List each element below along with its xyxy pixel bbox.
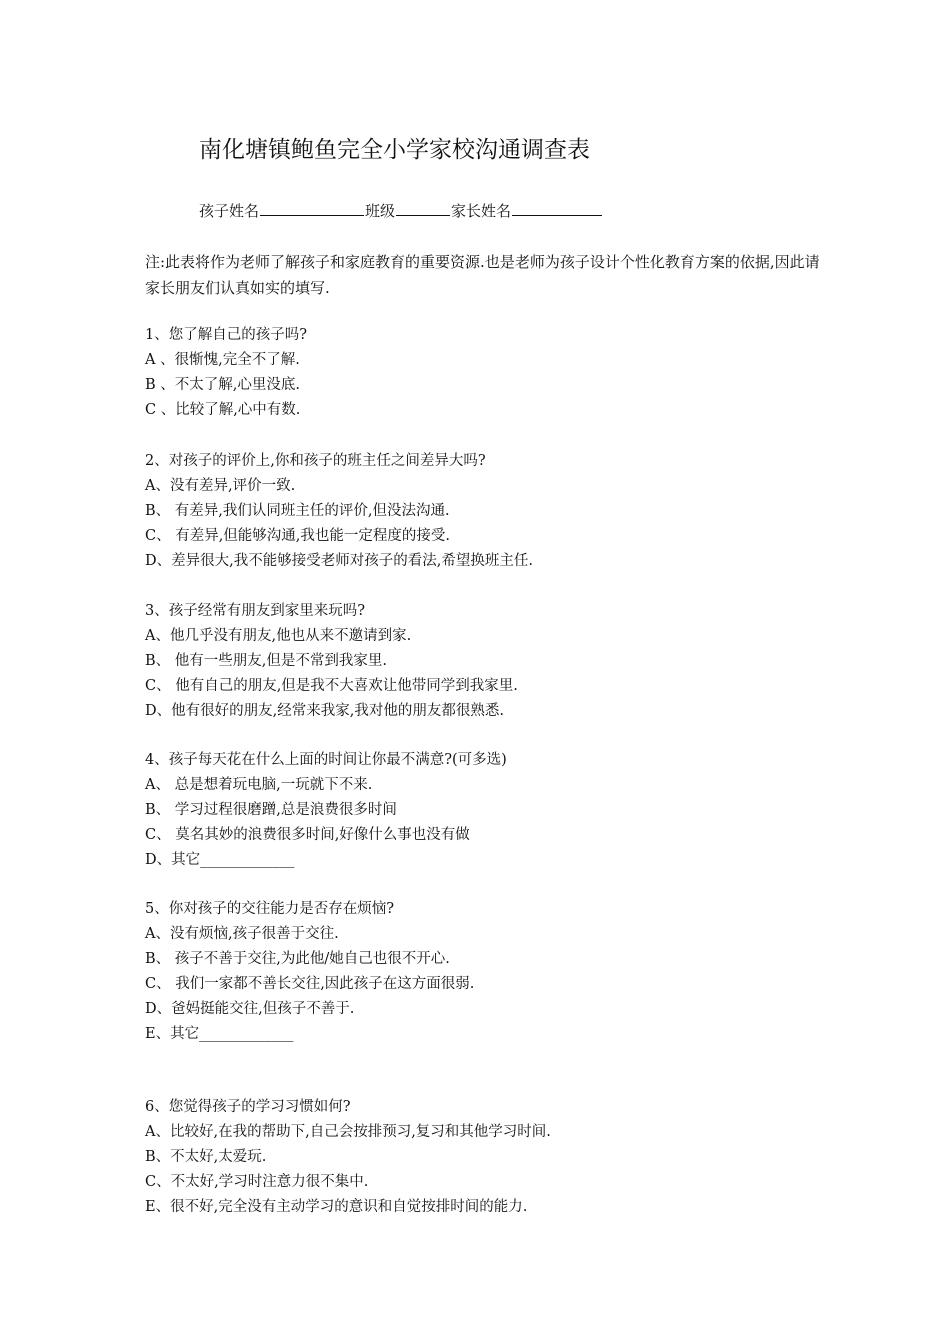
class-blank[interactable] <box>396 200 450 216</box>
option-line: E、很不好,完全没有主动学习的意识和自觉按排时间的能力. <box>145 1199 528 1215</box>
option-line: B、 学习过程很磨蹭,总是浪费很多时间 <box>145 802 397 818</box>
question-block-4 <box>145 748 825 873</box>
parent-name-label: 家长姓名 <box>451 202 512 220</box>
question-block-2 <box>145 449 825 574</box>
option-line: C、不太好,学习时注意力很不集中. <box>145 1174 369 1190</box>
option-line: A、没有烦恼,孩子很善于交往. <box>145 926 339 942</box>
option-line: A 、很惭愧,完全不了解. <box>145 352 300 368</box>
question-text: 1、您了解自己的孩子吗? <box>145 327 307 343</box>
info-line <box>199 200 603 222</box>
note-paragraph: 注:此表将作为老师了解孩子和家庭教育的重要资源.也是老师为孩子设计个性化教育方案的依据,因此请家长朋友们认真如实的填写. <box>145 253 820 297</box>
question-text: 4、孩子每天花在什么上面的时间让你最不满意?(可多选) <box>145 752 507 768</box>
option-line: C、 有差异,但能够沟通,我也能一定程度的接受. <box>145 528 451 544</box>
option-line: B、不太好,太爱玩. <box>145 1149 267 1165</box>
parent-name-blank[interactable] <box>512 200 602 216</box>
question-block-1 <box>145 323 825 423</box>
option-line: A、 总是想着玩电脑,一玩就下不来. <box>145 777 373 793</box>
option-line: A、他几乎没有朋友,他也从来不邀请到家. <box>145 628 412 644</box>
option-line: D、其它_____________ <box>145 852 295 868</box>
question-text: 2、对孩子的评价上,你和孩子的班主任之间差异大吗? <box>145 453 486 469</box>
question-text: 3、孩子经常有朋友到家里来玩吗? <box>145 603 365 619</box>
option-line: D、爸妈挺能交往,但孩子不善于. <box>145 1001 355 1017</box>
option-line: C 、比较了解,心中有数. <box>145 402 301 418</box>
class-label: 班级 <box>365 202 396 220</box>
question-block-5 <box>145 897 825 1047</box>
option-line: B、 他有一些朋友,但是不常到我家里. <box>145 653 387 669</box>
option-line: B、 孩子不善于交往,为此他/她自己也很不开心. <box>145 951 450 967</box>
option-line: E、其它_____________ <box>145 1026 294 1042</box>
child-name-label: 孩子姓名 <box>199 202 260 220</box>
option-line: B 、不太了解,心里没底. <box>145 377 300 393</box>
child-name-blank[interactable] <box>260 200 364 216</box>
option-line: B、 有差异,我们认同班主任的评价,但没法沟通. <box>145 503 450 519</box>
option-line: A、没有差异,评价一致. <box>145 478 296 494</box>
document-title: 南化塘镇鲍鱼完全小学家校沟通调查表 <box>199 137 590 163</box>
question-text: 6、您觉得孩子的学习习惯如何? <box>145 1099 351 1115</box>
question-text: 5、你对孩子的交往能力是否存在烦恼? <box>145 901 394 917</box>
option-line: D、他有很好的朋友,经常来我家,我对他的朋友都很熟悉. <box>145 703 504 719</box>
question-block-6 <box>145 1095 825 1220</box>
option-line: D、差异很大,我不能够接受老师对孩子的看法,希望换班主任. <box>145 553 533 569</box>
option-line: A、比较好,在我的帮助下,自己会按排预习,复习和其他学习时间. <box>145 1124 551 1140</box>
option-line: C、 他有自己的朋友,但是我不大喜欢让他带同学到我家里. <box>145 678 518 694</box>
option-line: C、 莫名其妙的浪费很多时间,好像什么事也没有做 <box>145 827 470 843</box>
option-line: C、 我们一家都不善长交往,因此孩子在这方面很弱. <box>145 976 475 992</box>
question-block-3 <box>145 599 825 724</box>
